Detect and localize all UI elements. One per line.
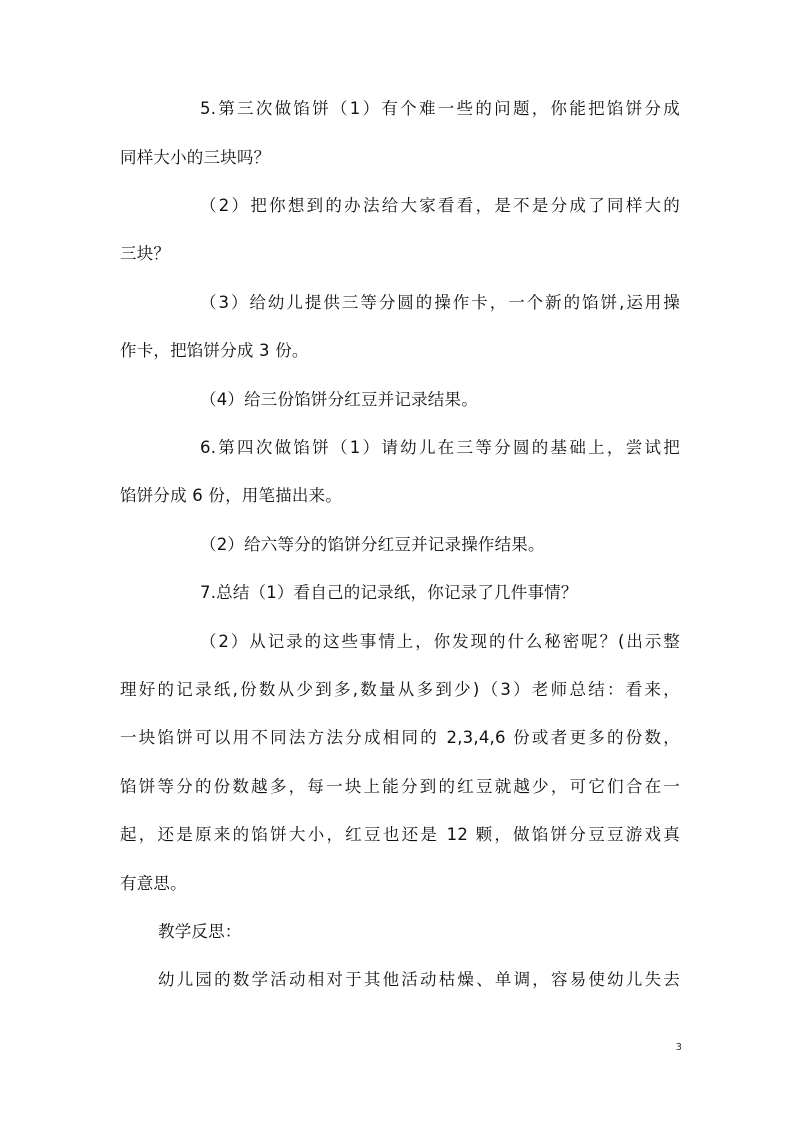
text-line: 馅饼分成 6 份，用笔描出来。 [120,486,342,505]
text-line: 幼儿园的数学活动相对于其他活动枯燥、单调，容易使幼儿失去 [158,970,680,989]
text-line: 一块馅饼可以用不同法方法分成相同的 2,3,4,6 份或者更多的份数， [120,728,680,747]
text-line: 作卡，把馅饼分成 3 份。 [120,341,309,360]
text-line: 有意思。 [120,874,187,893]
text-line: （2）把你想到的办法给大家看看，是不是分成了同样大的 [200,196,680,215]
text-line: 6.第四次做馅饼（1）请幼儿在三等分圆的基础上，尝试把 [200,438,680,457]
text-line: 馅饼等分的份数越多，每一块上能分到的红豆就越少，可它们合在一 [120,777,680,796]
text-line: 7.总结（1）看自己的记录纸，你记录了几件事情？ [200,583,578,602]
page-number: 3 [675,1042,682,1053]
text-line: （2）给六等分的馅饼分红豆并记录操作结果。 [200,535,545,554]
text-line: （3）给幼儿提供三等分圆的操作卡，一个新的馅饼,运用操 [200,293,680,312]
text-line: （4）给三份馅饼分红豆并记录结果。 [200,390,478,409]
text-line: 三块？ [120,244,171,263]
text-line: 同样大小的三块吗？ [120,148,271,167]
text-line: 起，还是原来的馅饼大小，红豆也还是 12 颗，做馅饼分豆豆游戏真 [120,825,680,844]
text-line: （2）从记录的这些事情上，你发现的什么秘密呢？(出示整 [200,632,680,651]
text-line: 5.第三次做馅饼（1）有个难一些的问题，你能把馅饼分成 [200,99,680,118]
text-line: 理好的记录纸,份数从少到多,数量从多到少)（3）老师总结：看来， [120,680,680,699]
section-heading: 教学反思： [158,922,242,941]
